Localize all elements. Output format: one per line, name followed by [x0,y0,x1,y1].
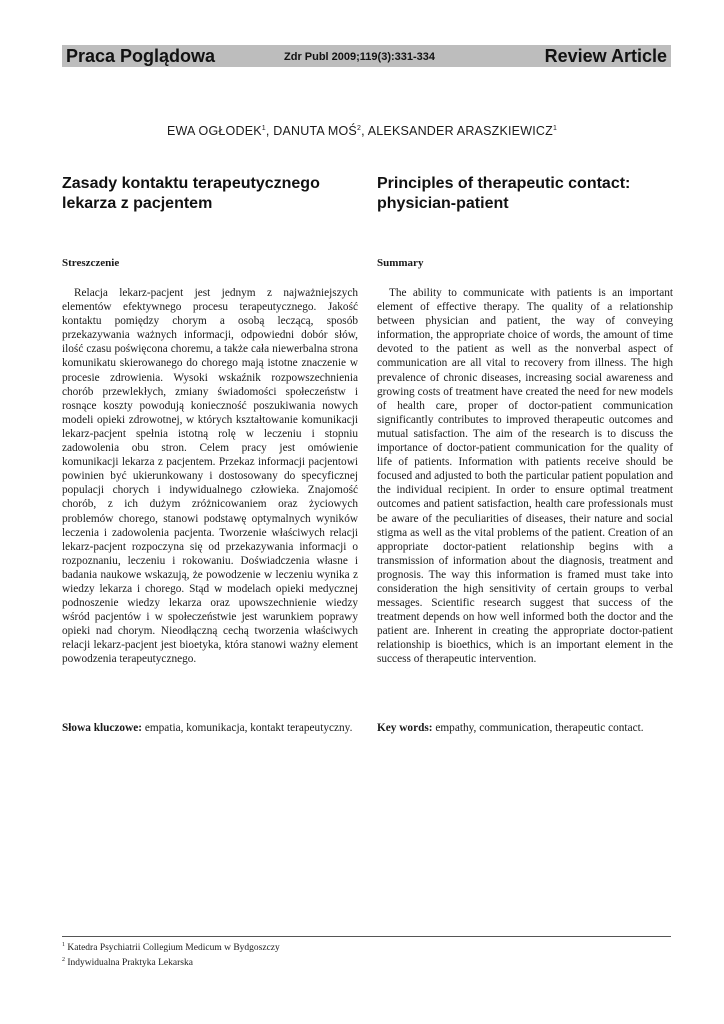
footnote [62,939,671,954]
journal-citation: Zdr Publ 2009;119(3):331-334 [284,51,436,63]
polish-keywords [62,721,358,735]
english-abstract: The ability to communicate with patients is an important element of effective therapy. The quality of a relationship between physician and patient, the way of conveying information, the appropriate choice of words, the amount of time devoted to the patient as well as the nonverbal aspect of communication are all vital to recovery from illness. The high prevalence of chronic diseases, increasing social awareness and growing costs of treatment have created the need for new models of health care, proper of doctor-patient communication significantly contributes to improved therapeutic outcomes and mutual satisfaction. The aim of the research is to discuss the importance of doctor-patient communication for the quality of life of patients. Information with patients receive should be focused and adjusted to both the particular patient population and the individual recipient. In order to ensure optimal treatment outcomes and patient satisfaction, health care professionals must be aware of the peculiarities of diseases, their nature and social stigma as well as the vital problems of the patient. Creation of an appropriate doctor-patient relationship begins with a transmission of information about the diagnosis, treatment and prognosis. The way this information is framed must take into consideration the high sensitivity of certain groups to verbal messages. Scientific research suggest that success of the treatment depends on how well informed both the doctor and the patient are. Inherent in creating the appropriate doctor-patient relationship is bioethics, which is an important element in the success of therapeutic intervention. [377,287,673,666]
footnote-mark: 1 [62,942,65,948]
footnote-divider [62,936,671,937]
footnotes [62,939,671,969]
english-title: Principles of therapeutic contact: physician-patient [377,175,631,212]
author-affiliation-mark: 1 [261,125,266,132]
footnote-text: Katedra Psychiatrii Collegium Medicum w Bydgoszczy [67,943,280,953]
polish-column [62,174,358,667]
author-list: EWA OGŁODEK$^1$, DANUTA MOŚ$^2$, ALEKSANDER ARASZKIEWICZ$^1$ [166,124,558,138]
polish-section-heading: Streszczenie [62,257,120,269]
polish-abstract: Relacja lekarz-pacjent jest jednym z najważniejszych elementów efektywnego procesu terapeutycznego. Jakość kontaktu pomiędzy chorym a osobą leczącą, sposób przekazywania ważnych informacji, odpowiedni dobór słów, ilość czasu poświęcona choremu, a także cała niewerbalna strona komunikatu skierowanego do chorego mają istotne znaczenie w procesie zdrowienia. Wysoki wskaźnik rozpowszechnienia chorób przewlekłych, zmiany świadomości społeczeństw i rosnące koszty powodują konieczność poszukiwania nowych modeli opieki zdrowotnej, w których kształtowanie komunikacji lekarz-pacjent spełnia istotną rolę w leczeniu i stopniu zadowolenia obu stron. Celem pracy jest omówienie komunikacji lekarza z pacjentem. Przekaz informacji pacjentowi powinien być ukierunkowany i dostosowany do specyficznej populacji chorych i indywidualnego człowieka. Znajomość chorób, z ich dużym zróżnicowaniem oraz życiowych problemów chorego, stanowi podstawę optymalnych wyników leczenia i zadowolenia pacjenta. Tworzenie właściwych relacji lekarz-pacjent rozpoczyna się od przekazywania informacji o rozpoznaniu, leczeniu i rokowaniu. Doświadczenia własne i badania naukowe wskazują, że powodzenie w leczeniu wynika z wiedzy lekarza i chorego. Stąd w modelach opieki medycznej podnoszenie wiedzy lekarza oraz upowszechnienie wiedzy wśród pacjentów i w społeczeństwie jest warunkiem poprawy opieki nad chorym. Nieodłączną cechą tworzenia właściwych relacji lekarz-pacjent jest bioetyka, która stanowi ważny element powodzenia terapeutycznego. [62,287,358,666]
author-name: EWA OGŁODEK [166,124,262,138]
article-type-polish: Praca Poglądowa [66,46,216,66]
author-affiliation-mark: 2 [356,125,362,132]
author-name: ALEKSANDER ARASZKIEWICZ [367,124,553,138]
footnote [62,954,671,969]
author-name: DANUTA MOŚ [273,124,357,138]
english-keywords-label: Key words: [377,722,433,734]
polish-keywords-text: empatia, komunikacja, kontakt terapeutyczny. [144,722,353,734]
english-section-heading: Summary [377,257,424,269]
polish-keywords-label: Słowa kluczowe: [62,722,143,734]
article-type-english: Review Article [544,46,667,66]
footnote-mark: 2 [62,957,65,963]
polish-title: Zasady kontaktu terapeutycznego lekarza z pacjentem [62,175,320,212]
english-keywords [377,721,673,735]
author-affiliation-mark: 1 [552,125,558,132]
english-column [377,174,673,667]
english-keywords-text: empathy, communication, therapeutic contact. [435,722,644,734]
footnote-text: Indywidualna Praktyka Lekarska [67,958,193,968]
journal-header-bar [62,45,671,67]
